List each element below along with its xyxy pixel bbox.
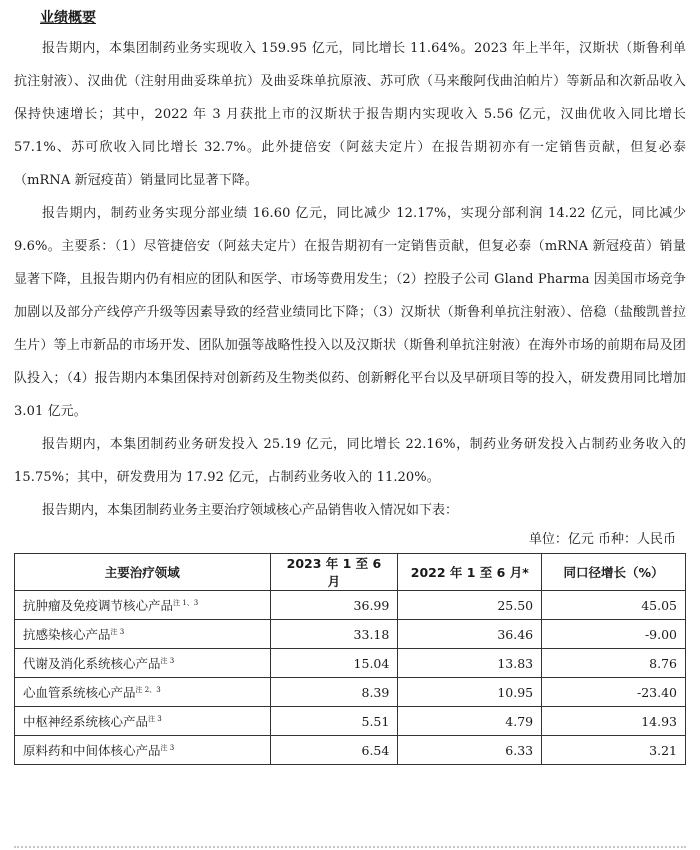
row-2023-value: 6.54 <box>270 736 398 765</box>
row-2022-value: 25.50 <box>398 591 542 620</box>
row-2022-value: 10.95 <box>398 678 542 707</box>
paragraph-rnd: 报告期内，本集团制药业务研发投入 25.19 亿元，同比增长 22.16%，制药业务研发投入占制药业务收入的 15.75%；其中，研发费用为 17.92 亿元，占制药业务收入的 11.20%。 <box>14 437 686 485</box>
row-growth-value: 3.21 <box>542 736 686 765</box>
table-intro: 报告期内，本集团制药业务主要治疗领域核心产品销售收入情况如下表： <box>42 503 459 518</box>
row-growth-value: 8.76 <box>542 649 686 678</box>
row-2023-value: 5.51 <box>270 707 398 736</box>
row-2022-value: 36.46 <box>398 620 542 649</box>
row-category: 代谢及消化系统核心产品$^{注 3}$ <box>15 649 271 678</box>
header-therapeutic-area: 主要治疗领域 <box>15 554 271 591</box>
table-header-row <box>15 554 686 591</box>
header-2022-h1: 2022 年 1 至 6 月* <box>398 554 542 591</box>
footnote-ref: 注 3 <box>160 743 175 752</box>
table-row <box>15 707 686 736</box>
row-2023-value: 8.39 <box>270 678 398 707</box>
sales-table <box>14 553 686 765</box>
paragraph-revenue: 报告期内，本集团制药业务实现收入 159.95 亿元，同比增长 11.64%。2023 年上半年，汉斯状（斯鲁利单抗注射液）、汉曲优（注射用曲妥珠单抗）及曲妥珠单抗原液、苏可欣（马来酸阿伐曲泊帕片）等新品和次新品收入保持快速增长；其中，2022 年 3 月获批上市的汉斯状于报告期内实现收入 5.56 亿元，汉曲优收入同比增长 57.1%、苏可欣收入同比增长 32.7%。此外捷倍安（阿兹夫定片）在报告期初亦有一定销售贡献，但复必泰（mRNA 新冠疫苗）销量同比显著下降。 <box>14 41 686 188</box>
header-2023-h1: 2023 年 1 至 6 月 <box>270 554 398 591</box>
table-row <box>15 591 686 620</box>
row-2023-value: 15.04 <box>270 649 398 678</box>
row-category: 抗肿瘤及免疫调节核心产品$^{注 1、3}$ <box>15 591 271 620</box>
row-growth-value: 14.93 <box>542 707 686 736</box>
table-row <box>15 649 686 678</box>
row-2023-value: 36.99 <box>270 591 398 620</box>
row-2022-value: 13.83 <box>398 649 542 678</box>
row-category: 中枢神经系统核心产品$^{注 3}$ <box>15 707 271 736</box>
footnote-ref: 注 3 <box>110 627 125 636</box>
row-category: 抗感染核心产品$^{注 3}$ <box>15 620 271 649</box>
row-2023-value: 33.18 <box>270 620 398 649</box>
row-category: 原料药和中间体核心产品$^{注 3}$ <box>15 736 271 765</box>
footnote-ref: 注 2、3 <box>135 685 161 694</box>
footnote-ref: 注 3 <box>148 714 162 723</box>
row-2022-value: 6.33 <box>398 736 542 765</box>
footnote-ref: 注 3 <box>160 656 175 665</box>
unit-note: 单位：亿元 币种：人民币 <box>528 532 676 547</box>
footnote-ref: 注 1、3 <box>173 598 199 607</box>
table-row <box>15 620 686 649</box>
row-category: 心血管系统核心产品$^{注 2、3}$ <box>15 678 271 707</box>
section-title: 业绩概要 <box>40 10 96 26</box>
table-row <box>15 678 686 707</box>
table-row <box>15 736 686 765</box>
row-growth-value: 45.05 <box>542 591 686 620</box>
page-cutoff-line <box>14 842 686 850</box>
header-growth: 同口径增长（%） <box>542 554 686 591</box>
row-2022-value: 4.79 <box>398 707 542 736</box>
row-growth-value: -9.00 <box>542 620 686 649</box>
paragraph-segment-performance: 报告期内，制药业务实现分部业绩 16.60 亿元，同比减少 12.17%，实现分部利润 14.22 亿元，同比减少 9.6%。主要系：（1）尽管捷倍安（阿兹夫定片）在报告期初有一定销售贡献，但复必泰（mRNA 新冠疫苗）销量显著下降，且报告期内仍有相应的团队和医学、市场等费用发生；（2）控股子公司 Gland Pharma 因美国市场竞争加剧以及部分产线停产升级等因素导致的经营业绩同比下降；（3）汉斯状（斯鲁利单抗注射液）、倍稳（盐酸凯普拉生片）等上市新品的市场开发、团队加强等战略性投入以及汉斯状（斯鲁利单抗注射液）在海外市场的前期布局及团队投入；（4）报告期内本集团保持对创新药及生物类似药、创新孵化平台以及早研项目等的投入，研发费用同比增加 3.01 亿元。 <box>14 206 686 419</box>
row-growth-value: -23.40 <box>542 678 686 707</box>
